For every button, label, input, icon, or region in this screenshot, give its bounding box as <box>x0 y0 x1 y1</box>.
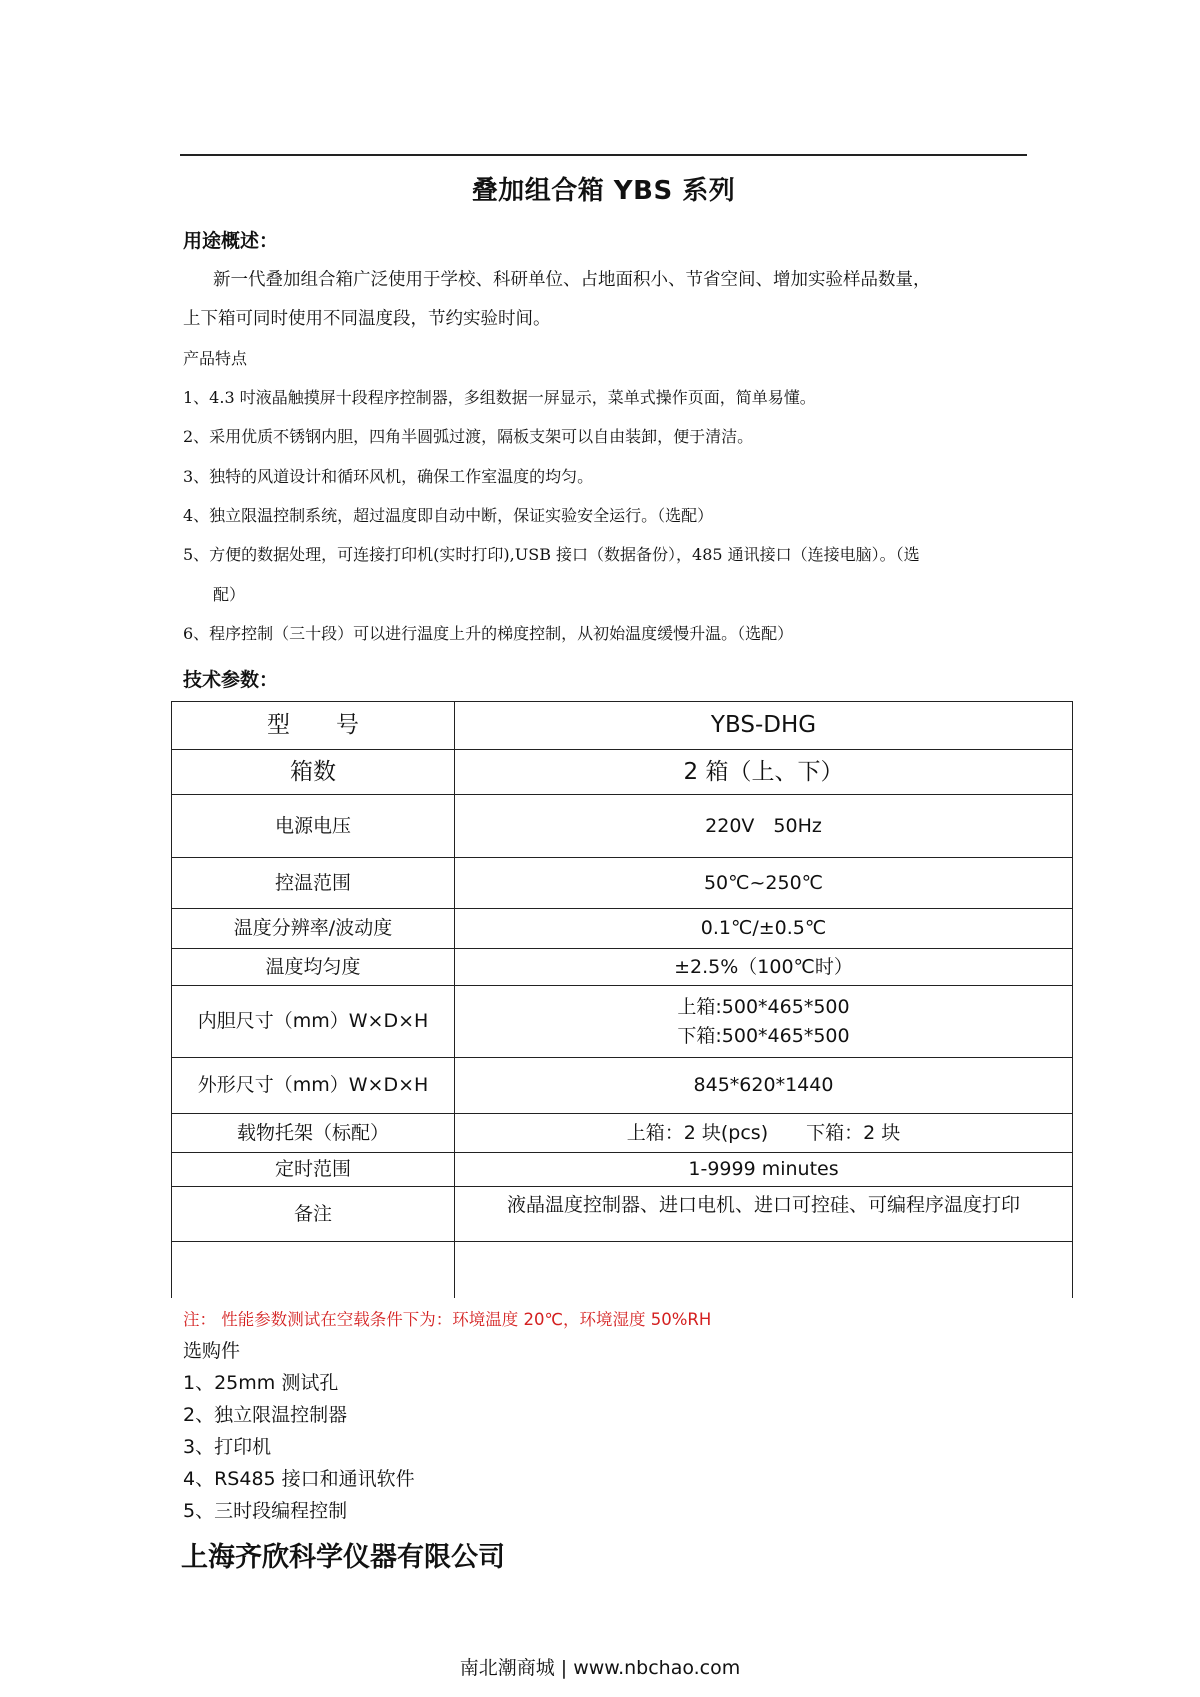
table-row <box>172 909 1073 949</box>
usage-heading: 用途概述： <box>183 230 279 252</box>
spec-key: 控温范围 <box>172 858 455 909</box>
table-row <box>172 986 1073 1058</box>
table-row <box>172 1153 1073 1187</box>
features-heading: 产品特点 <box>183 349 248 368</box>
spec-key <box>172 1242 455 1298</box>
table-row <box>172 949 1073 986</box>
spec-key: 型 号 <box>172 702 455 750</box>
table-row <box>172 1242 1073 1298</box>
feature-item: 5、方便的数据处理，可连接打印机(实时打印),USB 接口（数据备份），485 通讯接口（连接电脑）。（选 <box>183 545 920 564</box>
options-heading: 选购件 <box>183 1340 241 1362</box>
table-row <box>172 702 1073 750</box>
header-rule <box>180 154 1027 156</box>
feature-item: 6、程序控制（三十段）可以进行温度上升的梯度控制，从初始温度缓慢升温。（选配） <box>183 624 794 643</box>
spec-key: 载物托架（标配） <box>172 1114 455 1153</box>
usage-line-2: 上下箱可同时使用不同温度段，节约实验时间。 <box>183 309 551 329</box>
spec-value: 845*620*1440 <box>455 1058 1073 1114</box>
spec-heading: 技术参数： <box>183 669 279 691</box>
spec-key: 定时范围 <box>172 1153 455 1187</box>
table-row <box>172 1058 1073 1114</box>
option-item: 2、独立限温控制器 <box>183 1404 348 1426</box>
spec-value <box>455 1242 1073 1298</box>
spec-key: 内胆尺寸（mm）W×D×H <box>172 986 455 1058</box>
feature-item: 3、独特的风道设计和循环风机，确保工作室温度的均匀。 <box>183 467 594 486</box>
spec-value: 220V 50Hz <box>455 795 1073 858</box>
spec-value: 2 箱（上、下） <box>455 750 1073 795</box>
spec-key: 备注 <box>172 1187 455 1242</box>
spec-key: 电源电压 <box>172 795 455 858</box>
spec-table <box>171 701 1073 1298</box>
table-row <box>172 1187 1073 1242</box>
spec-value: 1-9999 minutes <box>455 1153 1073 1187</box>
option-item: 5、三时段编程控制 <box>183 1500 348 1522</box>
table-row <box>172 858 1073 909</box>
site-footer: 南北潮商城 | www.nbchao.com <box>459 1657 741 1679</box>
option-item: 4、RS485 接口和通讯软件 <box>183 1468 415 1490</box>
feature-item-continuation: 配） <box>213 585 246 604</box>
page-title: 叠加组合箱 YBS 系列 <box>471 176 736 206</box>
spec-value: YBS-DHG <box>455 702 1073 750</box>
table-row <box>172 750 1073 795</box>
spec-key: 箱数 <box>172 750 455 795</box>
spec-value: 0.1℃/±0.5℃ <box>455 909 1073 949</box>
company-name: 上海齐欣科学仪器有限公司 <box>181 1542 505 1573</box>
spec-key: 温度均匀度 <box>172 949 455 986</box>
spec-value: 上箱：2 块(pcs) 下箱：2 块 <box>455 1114 1073 1153</box>
option-item: 3、打印机 <box>183 1436 272 1458</box>
test-condition-note: 注： 性能参数测试在空载条件下为：环境温度 20℃，环境湿度 50%RH <box>183 1310 712 1329</box>
table-row <box>172 795 1073 858</box>
spec-value: 50℃~250℃ <box>455 858 1073 909</box>
feature-item: 1、4.3 吋液晶触摸屏十段程序控制器，多组数据一屏显示，菜单式操作页面，简单易懂。 <box>183 388 816 407</box>
feature-item: 4、独立限温控制系统，超过温度即自动中断，保证实验安全运行。（选配） <box>183 506 714 525</box>
option-item: 1、25mm 测试孔 <box>183 1372 339 1394</box>
spec-key: 温度分辨率/波动度 <box>172 909 455 949</box>
table-row <box>172 1114 1073 1153</box>
usage-line-1: 新一代叠加组合箱广泛使用于学校、科研单位、占地面积小、节省空间、增加实验样品数量， <box>213 270 931 290</box>
spec-value-cell <box>455 986 1073 1058</box>
feature-item: 2、采用优质不锈钢内胆，四角半圆弧过渡，隔板支架可以自由装卸，便于清洁。 <box>183 427 754 446</box>
spec-value-upper: 上箱:500*465*500 <box>677 996 850 1018</box>
spec-value: ±2.5%（100℃时） <box>455 949 1073 986</box>
spec-value: 液晶温度控制器、进口电机、进口可控硅、可编程序温度打印 <box>455 1187 1073 1242</box>
spec-value-lower: 下箱:500*465*500 <box>677 1024 850 1047</box>
spec-key: 外形尺寸（mm）W×D×H <box>172 1058 455 1114</box>
